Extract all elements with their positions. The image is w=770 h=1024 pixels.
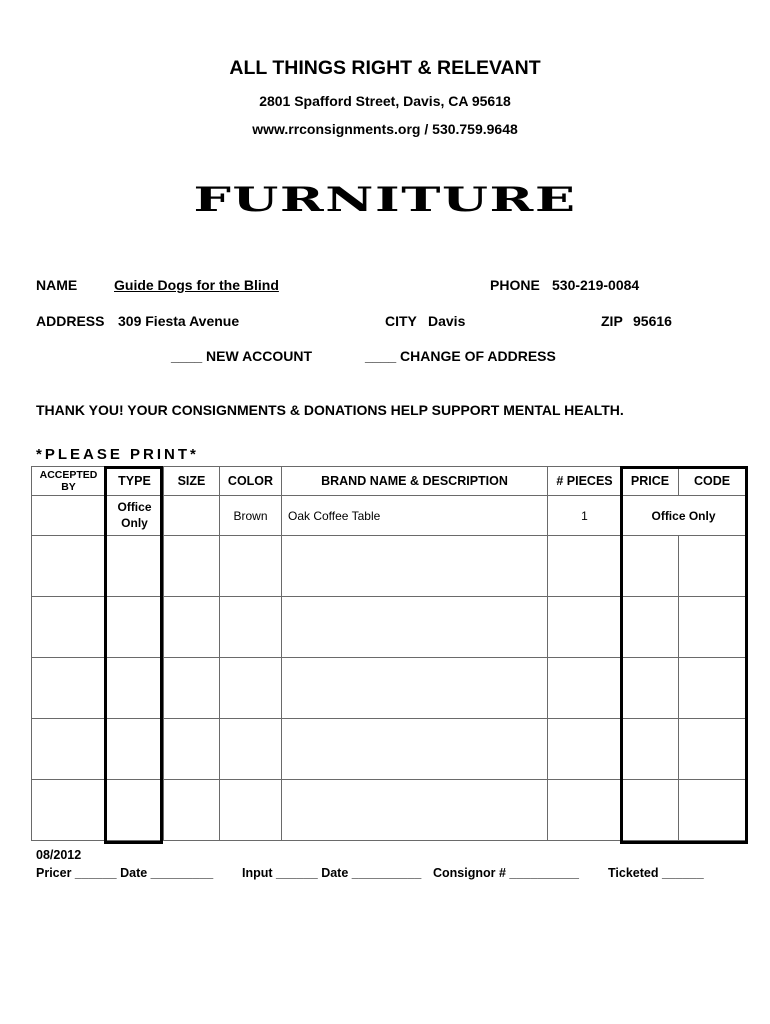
table-row bbox=[32, 536, 746, 597]
cell-brand-description[interactable] bbox=[282, 719, 548, 780]
city-label: CITY bbox=[385, 313, 417, 329]
thank-you-text: THANK YOU! YOUR CONSIGNMENTS & DONATIONS HELP SUPPORT MENTAL HEALTH. bbox=[36, 402, 624, 418]
table-row bbox=[32, 719, 746, 780]
header-price: PRICE bbox=[622, 467, 679, 496]
cell-type[interactable] bbox=[106, 658, 164, 719]
cell-code[interactable] bbox=[679, 658, 746, 719]
ticketed-line[interactable]: Ticketed ______ bbox=[608, 866, 704, 880]
form-title: FURNITURE bbox=[193, 180, 577, 220]
table-row bbox=[32, 597, 746, 658]
table-row bbox=[32, 496, 746, 536]
cell-brand-description[interactable] bbox=[282, 597, 548, 658]
header-size: SIZE bbox=[164, 467, 220, 496]
cell-color[interactable] bbox=[220, 597, 282, 658]
cell-accepted-by[interactable] bbox=[32, 780, 106, 841]
zip-label: ZIP bbox=[601, 313, 623, 329]
cell-size[interactable] bbox=[164, 719, 220, 780]
cell-accepted-by[interactable] bbox=[32, 658, 106, 719]
cell-code[interactable] bbox=[679, 780, 746, 841]
empty-rows bbox=[32, 536, 746, 841]
cell-accepted-by[interactable] bbox=[32, 719, 106, 780]
cell-type[interactable] bbox=[106, 719, 164, 780]
header-type: TYPE bbox=[106, 467, 164, 496]
change-address-checkline[interactable]: ____ CHANGE OF ADDRESS bbox=[365, 348, 556, 364]
org-website-phone: www.rrconsignments.org / 530.759.9648 bbox=[252, 121, 518, 137]
new-account-checkline[interactable]: ____ NEW ACCOUNT bbox=[171, 348, 313, 364]
cell-type[interactable]: Office Only bbox=[106, 496, 164, 536]
cell-color[interactable] bbox=[220, 536, 282, 597]
table-header-row bbox=[32, 467, 746, 496]
cell-type[interactable] bbox=[106, 536, 164, 597]
pricer-line[interactable]: Pricer ______ Date _________ bbox=[36, 866, 214, 880]
cell-accepted-by[interactable] bbox=[32, 496, 106, 536]
form-revision-date: 08/2012 bbox=[36, 848, 82, 862]
cell-code[interactable] bbox=[679, 719, 746, 780]
cell-code[interactable] bbox=[679, 597, 746, 658]
cell-color[interactable]: Brown bbox=[220, 496, 282, 536]
cell-price[interactable] bbox=[622, 719, 679, 780]
cell-code[interactable] bbox=[679, 536, 746, 597]
address-field[interactable]: 309 Fiesta Avenue bbox=[118, 313, 240, 329]
org-address: 2801 Spafford Street, Davis, CA 95618 bbox=[259, 93, 511, 109]
cell-pieces[interactable] bbox=[548, 597, 622, 658]
cell-pieces[interactable] bbox=[548, 658, 622, 719]
cell-brand-description[interactable] bbox=[282, 780, 548, 841]
items-table bbox=[31, 466, 746, 841]
zip-field[interactable]: 95616 bbox=[633, 313, 672, 329]
cell-brand-description[interactable]: Oak Coffee Table bbox=[282, 496, 548, 536]
table-row bbox=[32, 780, 746, 841]
cell-accepted-by[interactable] bbox=[32, 536, 106, 597]
cell-price[interactable] bbox=[622, 536, 679, 597]
cell-price[interactable] bbox=[622, 658, 679, 719]
cell-size[interactable] bbox=[164, 780, 220, 841]
name-label: NAME bbox=[36, 277, 78, 293]
cell-color[interactable] bbox=[220, 719, 282, 780]
cell-pieces[interactable] bbox=[548, 719, 622, 780]
cell-price-code[interactable]: Office Only bbox=[622, 496, 746, 536]
cell-pieces[interactable] bbox=[548, 536, 622, 597]
cell-size[interactable] bbox=[164, 658, 220, 719]
cell-price[interactable] bbox=[622, 597, 679, 658]
cell-size[interactable] bbox=[164, 536, 220, 597]
cell-pieces[interactable]: 1 bbox=[548, 496, 622, 536]
cell-type[interactable] bbox=[106, 597, 164, 658]
cell-pieces[interactable] bbox=[548, 780, 622, 841]
header-accepted-by: ACCEPTED BY bbox=[32, 467, 106, 496]
please-print-note: *PLEASE PRINT* bbox=[36, 446, 199, 463]
cell-color[interactable] bbox=[220, 780, 282, 841]
cell-accepted-by[interactable] bbox=[32, 597, 106, 658]
city-field[interactable]: Davis bbox=[428, 313, 466, 329]
header-brand-description: BRAND NAME & DESCRIPTION bbox=[282, 467, 548, 496]
cell-price[interactable] bbox=[622, 780, 679, 841]
header-color: COLOR bbox=[220, 467, 282, 496]
phone-label: PHONE bbox=[490, 277, 540, 293]
cell-type[interactable] bbox=[106, 780, 164, 841]
cell-color[interactable] bbox=[220, 658, 282, 719]
input-line[interactable]: Input ______ Date __________ bbox=[242, 866, 422, 880]
name-field[interactable]: Guide Dogs for the Blind bbox=[114, 277, 279, 293]
address-label: ADDRESS bbox=[36, 313, 105, 329]
cell-brand-description[interactable] bbox=[282, 536, 548, 597]
table-row bbox=[32, 658, 746, 719]
cell-size[interactable] bbox=[164, 597, 220, 658]
header-code: CODE bbox=[679, 467, 746, 496]
consignor-line[interactable]: Consignor # __________ bbox=[433, 866, 579, 880]
cell-brand-description[interactable] bbox=[282, 658, 548, 719]
header-pieces: # PIECES bbox=[548, 467, 622, 496]
cell-size[interactable] bbox=[164, 496, 220, 536]
phone-field[interactable]: 530-219-0084 bbox=[552, 277, 640, 293]
org-name: ALL THINGS RIGHT & RELEVANT bbox=[229, 57, 541, 79]
